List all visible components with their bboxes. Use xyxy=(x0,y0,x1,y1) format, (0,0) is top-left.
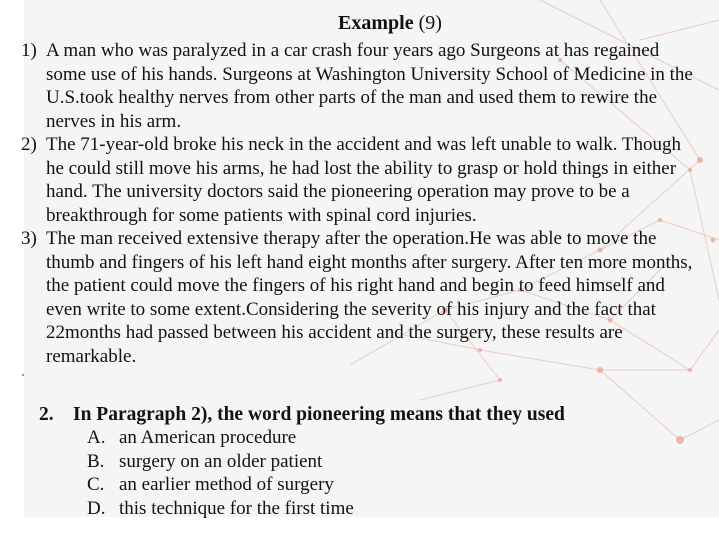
option-text: an earlier method of surgery xyxy=(119,474,334,495)
paragraph-text: The 71-year-old broke his neck in the accident and was left unable to walk. Though he could still move his arms, he had lost the ability to grasp or hold things in either hand. The university doctors said the pioneering operation may prove to be a breakthrough for some patients with spinal cord injuries. xyxy=(46,134,682,226)
stray-dot xyxy=(22,374,24,376)
paragraph-number: 3) xyxy=(21,228,37,249)
paragraph-3 xyxy=(21,227,696,368)
paragraph-number: 1) xyxy=(21,40,37,61)
page-title xyxy=(0,11,719,35)
option-letter: B. xyxy=(87,450,105,472)
option-a[interactable] xyxy=(87,426,354,450)
question-number: 2. xyxy=(39,404,54,425)
option-b[interactable] xyxy=(87,450,354,474)
question-text: In Paragraph 2), the word pioneering means that they used xyxy=(73,404,565,425)
option-letter: D. xyxy=(87,497,106,519)
paragraph-number: 2) xyxy=(21,134,37,155)
paragraph-text: The man received extensive therapy after the operation.He was able to move the thumb and fingers of his left hand eight months after surgery. After ten more months, the patient could move the fingers of his right hand and begin to feed himself and even write to some extent.Considering the severity of his injury and the fact that 22months had passed between his accident and the surgery, these results are remarkable. xyxy=(46,228,693,367)
paragraph-2 xyxy=(21,133,696,227)
option-text: surgery on an older patient xyxy=(119,450,323,472)
option-letter: C. xyxy=(87,474,105,495)
option-d[interactable] xyxy=(87,497,354,521)
question-stem xyxy=(39,403,565,427)
paragraph-text: A man who was paralyzed in a car crash four years ago Surgeons at has regained some use of his hands. Surgeons at Washington University School of Medicine in the U.S.took healthy nerves from other parts of the man and used them to rewire the nerves in his arm. xyxy=(46,40,693,132)
option-c[interactable] xyxy=(87,473,354,497)
option-letter: A. xyxy=(87,427,106,448)
option-text: this technique for the first time xyxy=(119,497,354,519)
title-bold: Example xyxy=(338,12,414,34)
answer-options xyxy=(87,426,354,520)
paragraph-1 xyxy=(21,39,696,133)
option-text: an American procedure xyxy=(119,427,297,448)
title-number: (9) xyxy=(413,12,442,34)
